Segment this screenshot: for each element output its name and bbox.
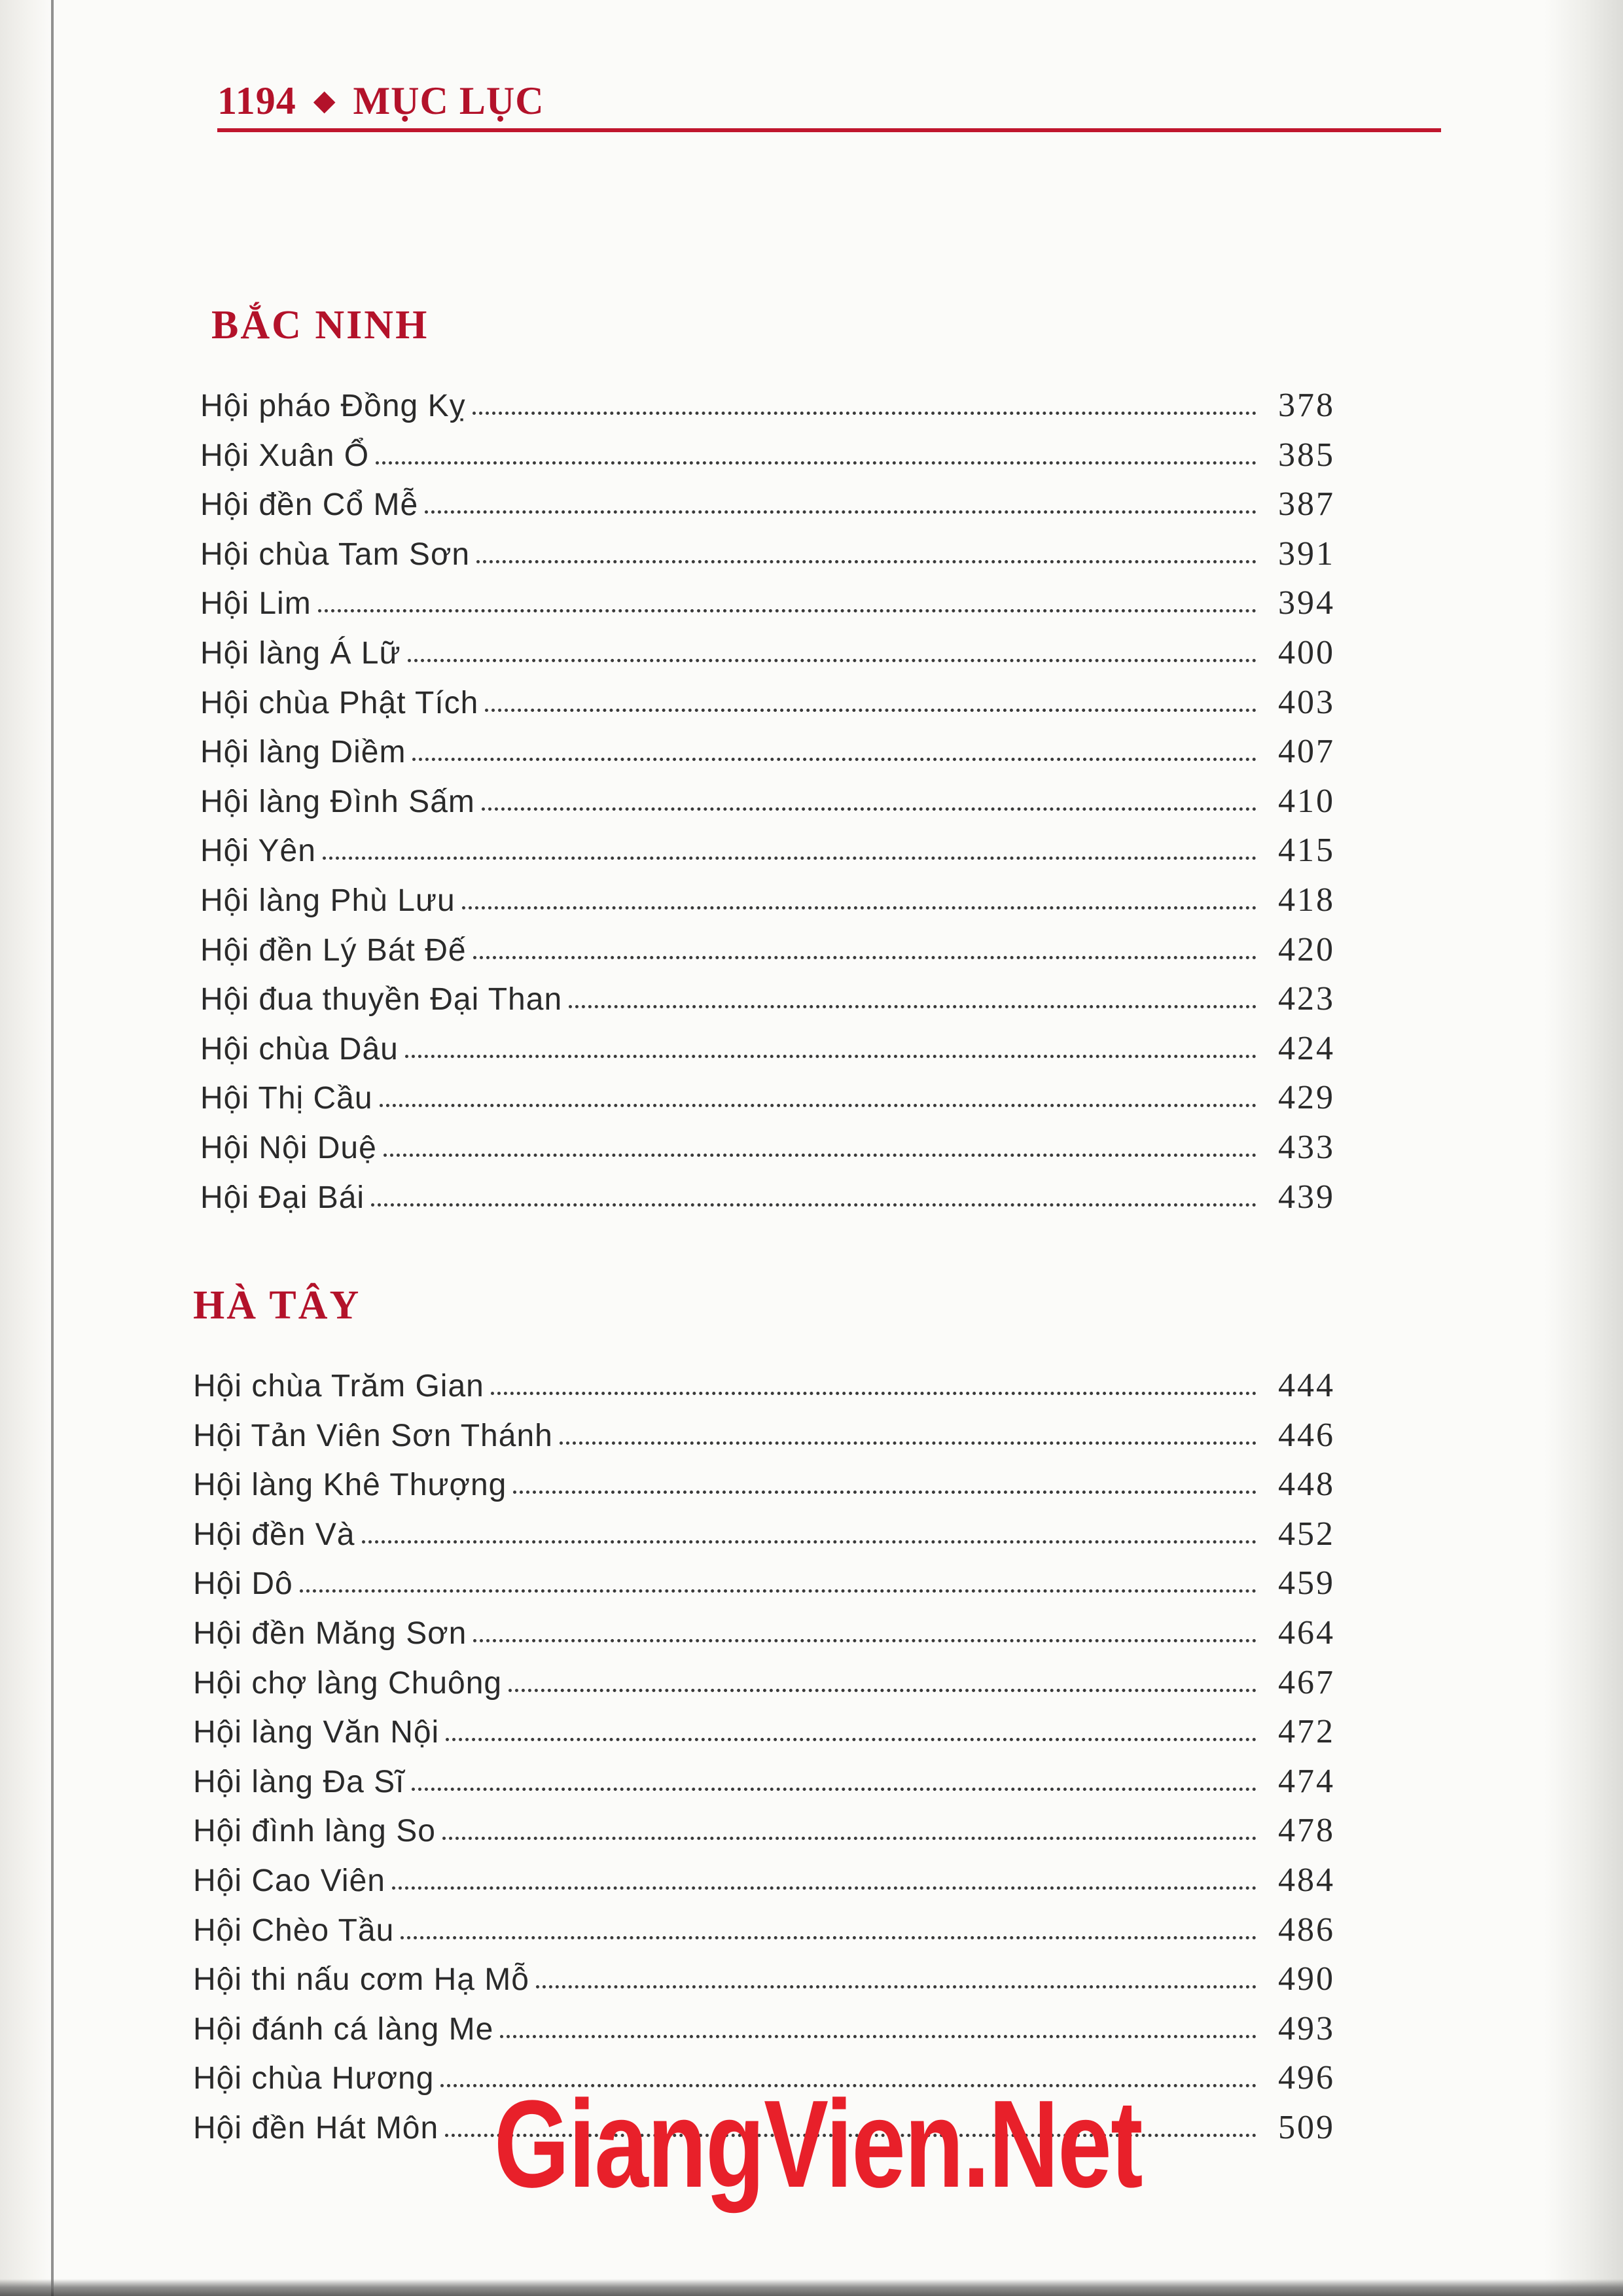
toc-entry-page: 433: [1278, 1128, 1335, 1166]
toc-entry-page: 493: [1278, 2009, 1335, 2047]
toc-dot-leader: [536, 1985, 1257, 1988]
toc-entry-title: Hội Tản Viên Sơn Thánh: [193, 1418, 553, 1453]
toc-dot-leader: [513, 1491, 1257, 1494]
toc-entry-page: 446: [1278, 1416, 1335, 1454]
page-title: MỤC LỤC: [353, 79, 544, 122]
toc-entry: [193, 1465, 1335, 1515]
toc-entry-page: 478: [1278, 1812, 1335, 1850]
toc-entry-title: Hội làng Khê Thượng: [193, 1468, 507, 1503]
toc-entry-page: 490: [1278, 1960, 1335, 1998]
toc-dot-leader: [442, 1837, 1257, 1840]
toc-dot-leader: [462, 906, 1257, 910]
toc-entry-title: Hội đua thuyền Đại Than: [200, 982, 563, 1017]
toc-entry: [193, 1515, 1335, 1564]
toc-entry-title: Hội Thị Cầu: [200, 1081, 373, 1116]
toc-entry-title: Hội thi nấu cơm Hạ Mỗ: [193, 1962, 529, 1998]
toc-entry-title: Hội chùa Dâu: [200, 1031, 399, 1067]
toc-dot-leader: [405, 1055, 1257, 1058]
toc-entry-page: 424: [1278, 1029, 1335, 1067]
toc-entry-page: 496: [1278, 2059, 1335, 2097]
toc-dot-leader: [318, 609, 1257, 612]
toc-entry-title: Hội Chèo Tầu: [193, 1913, 395, 1948]
toc-entry-title: Hội Yên: [200, 834, 316, 869]
toc-entry-page: 403: [1278, 683, 1335, 721]
toc-entry-page: 509: [1278, 2108, 1335, 2146]
toc-entry: [193, 1663, 1335, 1713]
toc-dot-leader: [473, 1639, 1257, 1642]
toc-entry-title: Hội đình làng So: [193, 1814, 436, 1849]
toc-entry: [193, 1911, 1335, 1960]
toc-entry: [200, 980, 1335, 1029]
toc-entry-title: Hội Nội Duệ: [200, 1130, 377, 1165]
toc-entry-title: Hội pháo Đồng Kỵ: [200, 389, 466, 423]
toc-entry: [193, 1564, 1335, 1614]
toc-dot-leader: [371, 1203, 1257, 1207]
toc-entry-title: Hội làng Phù Lưu: [200, 883, 455, 918]
toc-entry-page: 486: [1278, 1911, 1335, 1949]
toc-entry-page: 418: [1278, 881, 1335, 919]
toc-dot-leader: [425, 510, 1257, 514]
header-rule: [217, 128, 1441, 132]
toc-dot-leader: [446, 1738, 1257, 1741]
page-number: 1194: [217, 79, 296, 122]
toc-entry-title: Hội Lim: [200, 586, 312, 622]
toc-dot-leader: [500, 2035, 1257, 2038]
toc-entry-title: Hội đền Lý Bát Đế: [200, 932, 467, 968]
toc-entry: [200, 782, 1335, 832]
toc-entry-page: 378: [1278, 387, 1335, 424]
toc-dot-leader: [560, 1441, 1257, 1445]
toc-entry-page: 444: [1278, 1367, 1335, 1404]
toc-dot-leader: [485, 709, 1257, 712]
header-text: [217, 79, 544, 124]
toc-dot-leader: [473, 956, 1257, 959]
section-title-ha-tay: HÀ TÂY: [193, 1283, 361, 1328]
toc-entry: [200, 881, 1335, 930]
toc-entry-page: 407: [1278, 733, 1335, 771]
toc-entry-page: 391: [1278, 535, 1335, 573]
scan-left-shadow: [51, 0, 54, 2296]
toc-entry: [200, 633, 1335, 683]
page-header: [217, 73, 1441, 132]
toc-entry-page: 448: [1278, 1466, 1335, 1504]
toc-entry-title: Hội làng Đình Sấm: [200, 784, 475, 819]
toc-dot-leader: [482, 807, 1257, 811]
toc-entry: [200, 732, 1335, 782]
toc-entry-title: Hội làng Diềm: [200, 735, 406, 770]
toc-dot-leader: [380, 1104, 1257, 1107]
toc-entry: [200, 1078, 1335, 1128]
toc-entry-page: 420: [1278, 930, 1335, 968]
toc-entry: [200, 584, 1335, 633]
toc-entry-title: Hội đền Hát Môn: [193, 2110, 439, 2146]
toc-entry-page: 394: [1278, 584, 1335, 622]
toc-entry-title: Hội chùa Hương: [193, 2061, 435, 2096]
toc-dot-leader: [323, 857, 1257, 860]
toc-list-bac-ninh: [200, 386, 1335, 1227]
toc-entry-page: 385: [1278, 436, 1335, 474]
toc-entry: [200, 1128, 1335, 1178]
toc-dot-leader: [476, 560, 1257, 563]
toc-entry-page: 467: [1278, 1663, 1335, 1701]
toc-entry-title: Hội đền Cổ Mễ: [200, 487, 419, 523]
toc-entry: [193, 1614, 1335, 1663]
toc-dot-leader: [383, 1154, 1257, 1157]
toc-dot-leader: [376, 461, 1257, 465]
toc-entry: [200, 683, 1335, 733]
scan-bottom-edge: [0, 2279, 1623, 2296]
toc-entry-title: Hội đền Măng Sơn: [193, 1616, 467, 1651]
toc-dot-leader: [401, 1936, 1257, 1939]
toc-dot-leader: [569, 1005, 1257, 1008]
toc-entry-page: 400: [1278, 633, 1335, 671]
watermark: GiangVien.Net: [494, 2075, 1142, 2214]
toc-entry-page: 472: [1278, 1713, 1335, 1751]
toc-entry: [200, 436, 1335, 486]
toc-entry: [193, 1416, 1335, 1466]
toc-entry-page: 474: [1278, 1762, 1335, 1800]
toc-entry: [193, 1861, 1335, 1911]
toc-dot-leader: [392, 1886, 1257, 1890]
toc-dot-leader: [473, 412, 1257, 415]
toc-dot-leader: [408, 659, 1257, 662]
toc-dot-leader: [300, 1589, 1257, 1593]
toc-entry: [193, 1366, 1335, 1416]
toc-dot-leader: [412, 758, 1257, 761]
toc-entry: [193, 1712, 1335, 1762]
toc-entry: [193, 1811, 1335, 1861]
toc-entry-title: Hội Đại Bái: [200, 1180, 365, 1215]
toc-entry-title: Hội chùa Tam Sơn: [200, 537, 471, 572]
toc-entry: [200, 831, 1335, 881]
toc-entry-page: 459: [1278, 1564, 1335, 1602]
scan-left-edge: [0, 0, 52, 2296]
toc-entry-title: Hội Cao Viên: [193, 1863, 385, 1898]
toc-entry-page: 429: [1278, 1079, 1335, 1117]
toc-entry-page: 439: [1278, 1178, 1335, 1216]
section-title-bac-ninh: BẮC NINH: [211, 303, 429, 347]
toc-entry-title: Hội chùa Trăm Gian: [193, 1369, 484, 1404]
scan-right-edge: [1544, 0, 1623, 2296]
toc-dot-leader: [412, 1788, 1257, 1791]
diamond-icon: ◆: [313, 84, 336, 116]
toc-entry: [200, 1178, 1335, 1227]
toc-entry-title: Hội đền Và: [193, 1517, 355, 1552]
toc-entry: [200, 535, 1335, 584]
toc-entry: [200, 386, 1335, 436]
toc-entry: [200, 485, 1335, 535]
toc-entry: [193, 2009, 1335, 2059]
toc-entry-title: Hội Xuân Ổ: [200, 438, 370, 473]
toc-entry: [193, 1960, 1335, 2009]
toc-entry: [200, 930, 1335, 980]
toc-dot-leader: [508, 1689, 1257, 1692]
toc-entry-page: 387: [1278, 486, 1335, 523]
toc-entry-title: Hội chùa Phật Tích: [200, 685, 479, 720]
toc-entry: [200, 1029, 1335, 1079]
toc-entry-title: Hội làng Văn Nội: [193, 1715, 440, 1750]
toc-entry-page: 464: [1278, 1614, 1335, 1651]
toc-entry-page: 415: [1278, 832, 1335, 870]
toc-entry-title: Hội Dô: [193, 1566, 293, 1602]
toc-entry-title: Hội đánh cá làng Me: [193, 2011, 494, 2047]
toc-entry: [193, 1762, 1335, 1812]
toc-entry-page: 423: [1278, 980, 1335, 1018]
toc-entry-title: Hội làng Á Lữ: [200, 635, 401, 671]
toc-entry-title: Hội làng Đa Sĩ: [193, 1764, 405, 1799]
toc-entry-page: 484: [1278, 1861, 1335, 1899]
toc-entry-title: Hội chợ làng Chuông: [193, 1665, 503, 1701]
toc-entry-page: 452: [1278, 1515, 1335, 1553]
toc-list-ha-tay: [193, 1366, 1335, 2158]
toc-dot-leader: [491, 1392, 1257, 1395]
toc-dot-leader: [362, 1540, 1257, 1544]
toc-entry-page: 410: [1278, 782, 1335, 820]
